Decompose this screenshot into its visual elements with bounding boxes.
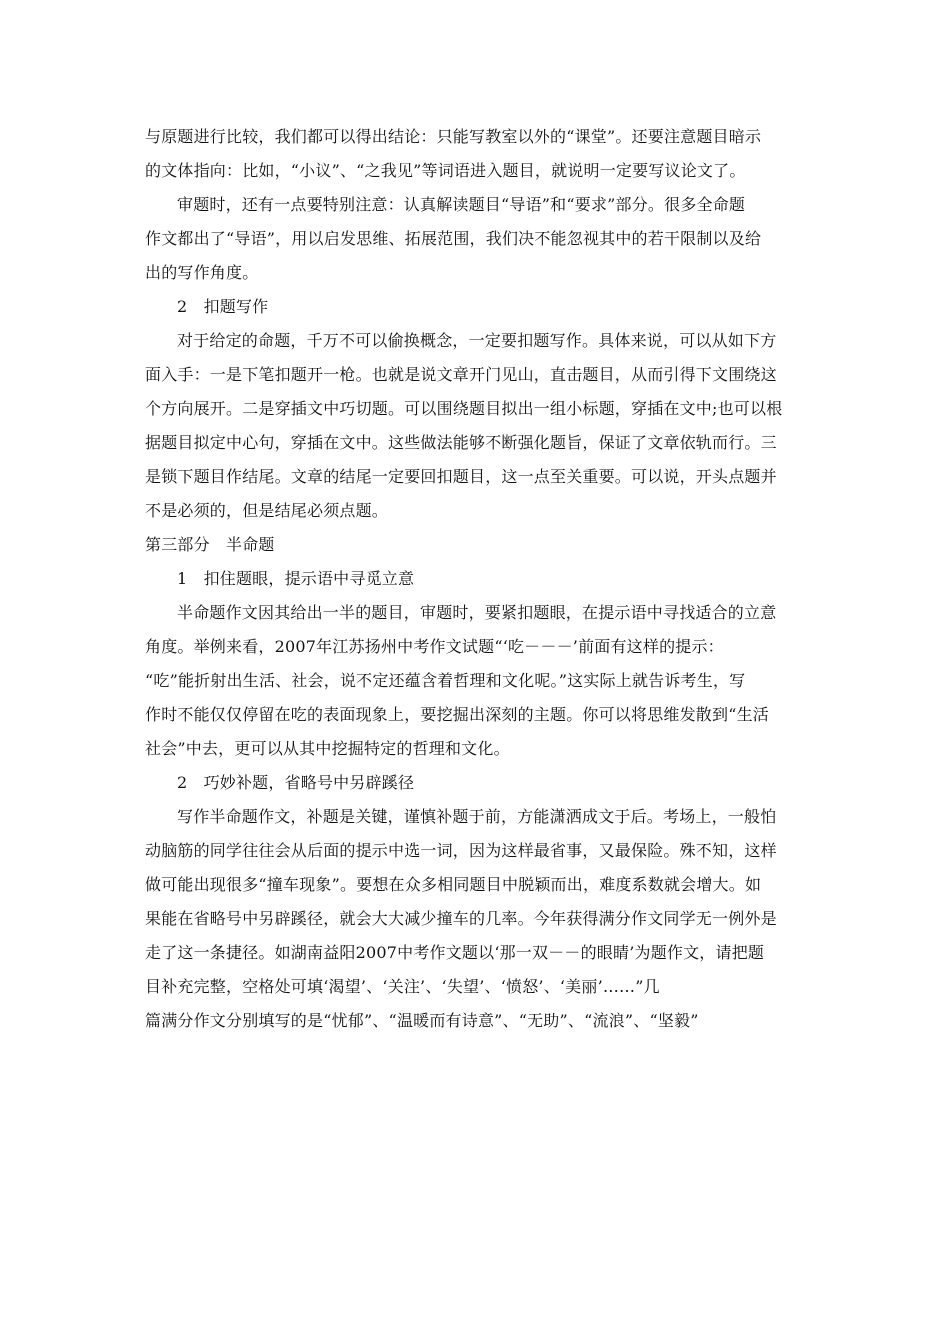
text-line: 社会”中去，更可以从其中挖掘特定的哲理和文化。 [145, 739, 510, 758]
paragraph-start-line: 审题时，还有一点要特别注意：认真解读题目“导语”和“要求”部分。很多全命题 [177, 195, 746, 214]
subsection-heading: 2 巧妙补题，省略号中另辟蹊径 [177, 773, 415, 792]
text-line: 的文体指向：比如，“小议”、“之我见”等词语进入题目，就说明一定要写议论文了。 [145, 161, 746, 180]
text-line: 篇满分作文分别填写的是“忧郁”、“温暖而有诗意”、“无助”、“流浪”、“坚毅” [145, 1011, 699, 1030]
subsection-heading: 1 扣住题眼，提示语中寻觅立意 [177, 569, 415, 588]
text-line: 据题目拟定中心句，穿插在文中。这些做法能够不断强化题旨，保证了文章依轨而行。三 [145, 433, 777, 452]
text-line: 走了这一条捷径。如湖南益阳2007中考作文题以‘那一双－－的眼睛’为题作文，请把题 [145, 943, 765, 962]
text-line: 是锁下题目作结尾。文章的结尾一定要回扣题目，这一点至关重要。可以说，开头点题并 [145, 467, 777, 486]
text-line: 与原题进行比较，我们都可以得出结论：只能写教室以外的“课堂”。还要注意题目暗示 [145, 127, 762, 146]
subsection-heading: 2 扣题写作 [177, 297, 269, 316]
document-body [145, 120, 810, 1038]
text-line: 做可能出现很多“撞车现象”。要想在众多相同题目中脱颖而出，难度系数就会增大。如 [145, 875, 762, 894]
text-line: 面入手：一是下笔扣题开一枪。也就是说文章开门见山，直击题目，从而引得下文围绕这 [145, 365, 777, 384]
paragraph-start-line: 写作半命题作文，补题是关键，谨慎补题于前，方能潇洒成文于后。考场上，一般怕 [177, 807, 777, 826]
paragraph-start-line: 对于给定的命题，千万不可以偷换概念，一定要扣题写作。具体来说，可以从如下方 [177, 331, 777, 350]
text-line: 个方向展开。二是穿插文中巧切题。可以围绕题目拟出一组小标题，穿插在文中;也可以根 [145, 399, 783, 418]
text-line: 作文都出了“导语”，用以启发思维、拓展范围，我们决不能忽视其中的若干限制以及给 [145, 229, 762, 248]
section-heading: 第三部分 半命题 [145, 535, 275, 554]
text-line: 角度。举例来看，2007年江苏扬州中考作文试题“‘吃－－－’前面有这样的提示： [145, 637, 724, 656]
text-line: 果能在省略号中另辟蹊径，就会大大减少撞车的几率。今年获得满分作文同学无一例外是 [145, 909, 777, 928]
text-line: “吃”能折射出生活、社会，说不定还蕴含着哲理和文化呢。”这实际上就告诉考生，写 [145, 671, 746, 690]
text-line: 出的写作角度。 [145, 263, 259, 282]
text-line: 目补充完整，空格处可填‘渴望’、‘关注’、‘失望’、‘愤怒’、‘美丽’……”几 [145, 977, 660, 996]
text-line: 作时不能仅仅停留在吃的表面现象上，要挖掘出深刻的主题。你可以将思维发散到“生活 [145, 705, 769, 724]
paragraph-start-line: 半命题作文因其给出一半的题目，审题时，要紧扣题眼，在提示语中寻找适合的立意 [177, 603, 777, 622]
text-line: 不是必须的，但是结尾必须点题。 [145, 501, 389, 520]
text-line: 动脑筋的同学往往会从后面的提示中选一词，因为这样最省事，又最保险。殊不知，这样 [145, 841, 777, 860]
